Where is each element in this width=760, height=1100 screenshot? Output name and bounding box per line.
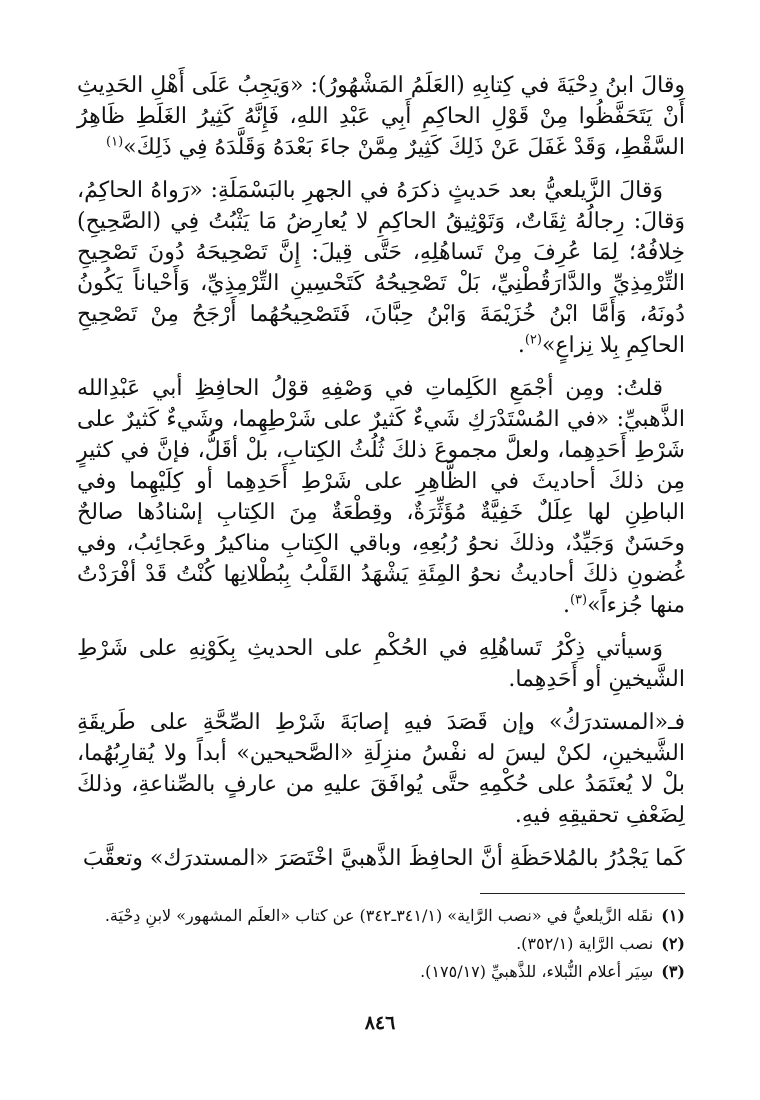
footnote-ref-2[interactable]: (٢) xyxy=(524,332,542,348)
footnote-number: (٣) xyxy=(661,962,685,981)
footnote-divider xyxy=(480,893,685,894)
paragraph-abridgement xyxy=(77,843,685,874)
paragraph-dhahabi-quote: قلتُ: ومِن أجْمَعِ الكَلِماتِ في وَصْفِهِ قوْلُ الحافِظِ أبي عَبْدِالله الذَّهبيِّ: «في المُسْتَدْرَكِ شَيءٌ كَثيرٌ على شَرْطِهِما، وشَيءٌ كَثيرٌ على شَرْطِ أَحَدِهِما، ولعلَّ مجموعَ ذلكَ ثُلُثُ الكِتابِ، بلْ أقَلُّ، فإنَّ في كثيرٍ مِن ذلكَ أحاديثَ في الظَّاهِرِ على شَرْطِ أَحَدِهِما أو كِلَيْهِما وفي الباطِنِ لها عِلَلٌ خَفِيَّةٌ مُؤَثِّرَةٌ، وقِطْعَةٌ مِنَ الكِتابِ إسْنادُها صالحٌ وحَسَنٌ وَجَيِّدٌ، وذلكَ نحوُ رُبُعِهِ، وباقي الكِتابِ مناكيرُ وعَجائِبُ، وفي غُضونِ ذلكَ أحاديثُ نحوُ المِئَةِ يَشْهَدُ القَلْبُ بِبُطْلانِها كُنْتُ قَدْ أفْرَدْتُ منها جُزءاً»$^{(٣)}$. xyxy=(77,376,685,618)
footnote-item xyxy=(77,902,685,930)
paragraph-text: وَسيأتي ذِكْرُ تَساهُلِهِ في الحُكْمِ على الحديثِ بِكَوْنِهِ على شَرْطِ الشَّيخينِ أو أَحَدِهِما. xyxy=(77,636,685,692)
paragraph-leniency xyxy=(77,633,685,695)
footnote-number: (١) xyxy=(661,906,685,925)
paragraph-text: فـ«المستدرَكُ» وإن قَصَدَ فيهِ إصابَةَ شَرْطِ الصِّحَّةِ على طَريقَةِ الشَّيخينِ، لكنْ ليسَ له نفْسُ منزِلَةِ «الصَّحيحين» أبداً ولا يُقارِبُهُما، بلْ لا يُعتَمَدُ على حُكْمِهِ حتَّى يُوافَقَ عليهِ من عارفٍ بالصِّناعةِ، وذلكَ لِضَعْفِ تحقيقِهِ فيهِ. xyxy=(77,710,685,828)
footnote-ref-1[interactable]: (١) xyxy=(106,134,124,150)
paragraph-text: وقالَ ابنُ دِحْيَةَ في كِتابِهِ (العَلَمُ المَشْهُورُ): «وَيَجِبُ عَلَى أَهْلِ الحَدِيثِ أَنْ يَتَحَفَّظُوا مِنْ قَوْلِ الحاكِمِ أَبِي عَبْدِ اللهِ، فَإِنَّهُ كَثِيرُ الغَلَطِ ظَاهِرُ السَّقْطِ، وَقَدْ غَفَلَ عَنْ ذَلِكَ كَثِيرٌ مِمَّنْ جاءَ بَعْدَهُ وَقَلَّدَهُ فِي ذَلِكَ» xyxy=(77,73,685,160)
footnote-number: (٢) xyxy=(661,934,685,953)
main-text xyxy=(77,70,685,886)
footnote-text: نصب الرَّاية (٣٥٢/١). xyxy=(516,934,654,953)
paragraph-zaylai: وَقالَ الزَّيلعيُّ بعد حَديثٍ ذكرَهُ في الجهرِ بالبَسْمَلَةِ: «رَواهُ الحاكِمُ، وَقالَ: رِجالُهُ ثِقَاتٌ، وَتَوْثِيقُ الحاكِمِ لا يُعارِضُ مَا يَثْبُتُ فِي (الصَّحِيحِ) خِلافُهُ؛ لِمَا عُرِفَ مِنْ تَساهُلِهِ، حَتَّى قِيلَ: إِنَّ تَصْحِيحَهُ دُونَ تَصْحِيحِ التِّرْمِذِيِّ والدَّارَقُطْنِيِّ، بَلْ تَصْحِيحُهُ كَتَحْسِينِ التِّرْمِذِيِّ، وَأَحْياناً يَكُونُ دُونَهُ، وَأَمَّا ابْنُ خُزَيْمَةَ وَابْنُ حِبَّانَ، فَتَصْحِيحُهُما أَرْجَحُ مِنْ تَصْحِيحِ الحاكِمِ بِلا نِزاعٍ»$^{(٢)}$. xyxy=(77,178,685,358)
footnote-ref-3[interactable]: (٣) xyxy=(569,592,588,608)
paragraph-ibn-dihya xyxy=(77,70,685,163)
footnote-item xyxy=(77,958,685,986)
paragraph-text: كَما يَجْدُرُ بالمُلاحَظَةِ أنَّ الحافِظَ الذَّهبيَّ اخْتَصَرَ «المستدرَك» وتعقَّبَ xyxy=(82,846,685,871)
paragraph-mustadrak xyxy=(77,707,685,831)
footnote-text: نقَله الزَّيلعيُّ في «نصب الرَّاية» (٣٤١/١ـ٣٤٢) عن كتاب «العلَم المشهور» لابنِ دِحْيَة. xyxy=(104,906,654,925)
footnote-text: سِيَر أعلام النُّبلاء، للذَّهبيِّ (١٧٥/١٧). xyxy=(420,962,654,981)
page-number: ٨٤٦ xyxy=(364,1012,396,1034)
paragraph-text: وَقالَ الزَّيلعيُّ بعد حَديثٍ ذكرَهُ في الجهرِ بالبَسْمَلَةِ: «رَواهُ الحاكِمُ، وَقالَ: رِجالُهُ ثِقَاتٌ، وَتَوْثِيقُ الحاكِمِ لا يُعارِضُ مَا يَثْبُتُ فِي (الصَّحِيحِ) خِلافُهُ؛ لِمَا عُرِفَ مِنْ تَساهُلِهِ، حَتَّى قِيلَ: إِنَّ تَصْحِيحَهُ دُونَ تَصْحِيحِ التِّرْمِذِيِّ والدَّارَقُطْنِيِّ، بَلْ تَصْحِيحُهُ كَتَحْسِينِ التِّرْمِذِيِّ، وَأَحْياناً يَكُونُ دُونَهُ، وَأَمَّا ابْنُ خُزَيْمَةَ وَابْنُ حِبَّانَ، فَتَصْحِيحُهُما أَرْجَحُ مِنْ تَصْحِيحِ الحاكِمِ بِلا نِزاعٍ» xyxy=(77,178,685,358)
paragraph-text: قلتُ: ومِن أجْمَعِ الكَلِماتِ في وَصْفِهِ قوْلُ الحافِظِ أبي عَبْدِالله الذَّهبيِّ: «في المُسْتَدْرَكِ شَيءٌ كَثيرٌ على شَرْطِهِما، وشَيءٌ كَثيرٌ على شَرْطِ أَحَدِهِما، ولعلَّ مجموعَ ذلكَ ثُلُثُ الكِتابِ، بلْ أقَلُّ، فإنَّ في كثيرٍ مِن ذلكَ أحاديثَ في الظَّاهِرِ على شَرْطِ أَحَدِهِما أو كِلَيْهِما وفي الباطِنِ لها عِلَلٌ خَفِيَّةٌ مُؤَثِّرَةٌ، وقِطْعَةٌ مِنَ الكِتابِ إسْنادُها صالحٌ وحَسَنٌ وَجَيِّدٌ، وذلكَ نحوُ رُبُعِهِ، وباقي الكِتابِ مناكيرُ وعَجائِبُ، وفي غُضونِ ذلكَ أحاديثُ نحوُ المِئَةِ يَشْهَدُ القَلْبُ بِبُطْلانِها كُنْتُ قَدْ أفْرَدْتُ منها جُزءاً» xyxy=(77,376,685,618)
footnote-item xyxy=(77,930,685,958)
footnotes xyxy=(77,902,685,986)
